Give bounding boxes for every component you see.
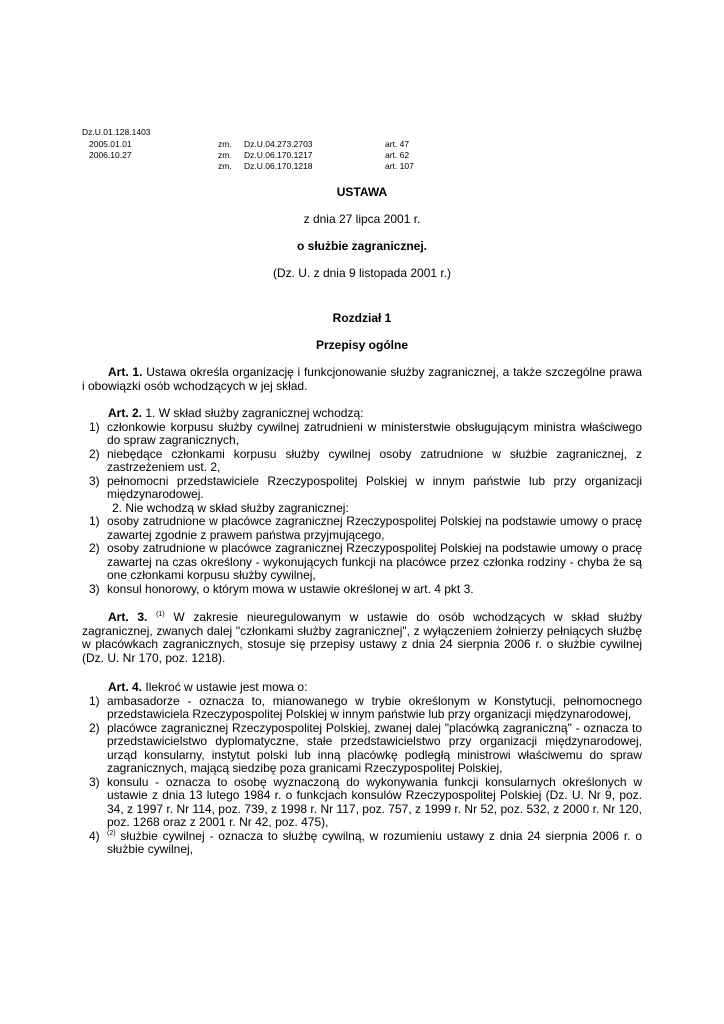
item-number: 2) [89, 720, 100, 735]
item-text: ambasadorze - oznacza to, mianowanego w trybie określonym w Konstytucji, pełnomocnego przedstawiciela Rzeczypospolitej Polskiej w innym państwie lub przy organizacji międzynarodowej, [107, 693, 642, 721]
list-item [82, 583, 642, 597]
item-number: 3) [89, 581, 100, 596]
item-text: pełnomocni przedstawiciele Rzeczypospolitej Polskiej w innym państwie lub przy organizacji międzynarodowej. [107, 473, 642, 501]
item-number: 2) [89, 446, 100, 461]
item-number: 3) [89, 473, 100, 488]
item-number: 1) [89, 514, 100, 528]
amendment-date: 2006.10.27 [89, 150, 132, 160]
amendment-art: art. 62 [385, 150, 410, 160]
amendment-art: art. 107 [385, 161, 414, 171]
item-number: 1) [89, 693, 100, 708]
document-id: Dz.U.01.128.1403 [82, 127, 151, 137]
list-item [82, 776, 642, 830]
act-type: USTAWA [336, 185, 388, 199]
article-1 [82, 366, 642, 393]
list-item [82, 515, 642, 542]
amendment-zm: zm. [218, 139, 232, 149]
chapter-name: Przepisy ogólne [315, 338, 409, 352]
act-date: z dnia 27 lipca 2001 r. [303, 212, 421, 226]
article-label: Art. 2. [108, 406, 143, 420]
item-text: służbie cywilnej - oznacza to służbę cywilną, w rozumieniu ustawy z dnia 24 sierpnia 2006 r. o służbie cywilnej, [107, 828, 642, 856]
act-subject: o służbie zagranicznej. [296, 239, 428, 253]
item-text: konsulu - oznacza to osobę wyznaczoną do wykonywania funkcji konsularnych określonych w ustawie z dnia 13 lutego 1984 r. o funkcjach konsulów Rzeczypospolitej Polskiej (Dz. U. Nr 9, poz. 34, z 1997 r. Nr 114, poz. 739, z 1998 r. Nr 117, poz. 757, z 1999 r. Nr 52, poz. 532, z 2000 r. Nr 120, poz. 1268 oraz z 2001 r. Nr 42, poz. 475), [107, 774, 642, 829]
act-publication: (Dz. U. z dnia 9 listopada 2001 r.) [272, 266, 452, 280]
article-text: W zakresie nieuregulowanym w ustawie do osób wchodzących w skład służby zagranicznej, zwanych dalej "członkami służby zagranicznej", z wyłączeniem żołnierzy pełniących służbę w placówkach zagranicznych, stosuje się przepisy ustawy z dnia 24 sierpnia 2006 r. o służbie cywilnej (Dz. U. Nr 170, poz. 1218). [82, 610, 642, 665]
article-label: Art. 4. [108, 680, 143, 694]
article-label: Art. 3. [108, 610, 148, 624]
article-label: Art. 1. [108, 365, 143, 379]
footnote-marker: (2) [107, 829, 116, 837]
item-number: 3) [89, 774, 100, 789]
amendment-zm: zm. [218, 150, 232, 160]
item-number: 4) [89, 828, 100, 843]
item-text: placówce zagranicznej Rzeczypospolitej Polskiej, zwanej dalej "placówką zagraniczną" - oznacza to przedstawicielstwo dyplomatyczne, stałe przedstawicielstwo przy organizacji międzynarodowej, urząd konsularny, instytut polski lub inną placówkę podległą ministrowi właściwemu do spraw zagranicznych, mającą siedzibę poza granicami Rzeczypospolitej Polskiej, [107, 720, 642, 775]
list-item [82, 722, 642, 776]
article-text: Ustawa określa organizację i funkcjonowanie służby zagranicznej, a także szczególne prawa i obowiązki osób wchodzących w jej skład. [82, 365, 642, 393]
list-item [82, 830, 642, 857]
amendment-date: 2005.01.01 [89, 139, 132, 149]
item-text: niebędące członkami korpusu służby cywilnej osoby zatrudnione w służbie zagranicznej, z zastrzeżeniem ust. 2, [107, 446, 642, 474]
article-intro: Ilekroć w ustawie jest mowa o: [145, 680, 308, 694]
footnote-marker: (1) [156, 611, 165, 618]
item-text: członkowie korpusu służby cywilnej zatrudnieni w ministerstwie obsługującym ministra właściwego do spraw zagranicznych, [107, 419, 642, 447]
item-number: 2) [89, 541, 100, 555]
paragraph-intro: 2. Nie wchodzą w skład służby zagranicznej: [112, 500, 349, 515]
amendment-art: art. 47 [385, 139, 410, 149]
article-4 [82, 681, 642, 857]
article-2 [82, 407, 642, 596]
amendment-ref: Dz.U.04.273.2703 [244, 139, 313, 149]
list-item [82, 421, 642, 448]
list-item [82, 542, 642, 583]
amendment-ref: Dz.U.06.170.1218 [244, 161, 313, 171]
amendment-ref: Dz.U.06.170.1217 [244, 150, 313, 160]
item-text: osoby zatrudnione w placówce zagranicznej Rzeczypospolitej Polskiej na podstawie umowy o pracę zawartej na czas określony - wykonujących funkcji na placówce przez członka rodziny - chyba że są one członkami korpusu służby cywilnej, [107, 541, 642, 582]
item-text: osoby zatrudnione w placówce zagranicznej Rzeczypospolitej Polskiej na podstawie umowy o pracę zawartej zgodnie z prawem państwa przyjmującego, [107, 514, 642, 542]
chapter-number: Rozdział 1 [332, 311, 392, 325]
item-number: 1) [89, 419, 100, 434]
list-item [82, 695, 642, 722]
article-3 [82, 611, 642, 665]
list-item [82, 475, 642, 502]
article-intro: 1. W skład służby zagranicznej wchodzą: [145, 406, 364, 420]
amendment-zm: zm. [218, 161, 232, 171]
list-item [82, 448, 642, 475]
item-text: konsul honorowy, o którym mowa w ustawie określonej w art. 4 pkt 3. [107, 581, 474, 596]
